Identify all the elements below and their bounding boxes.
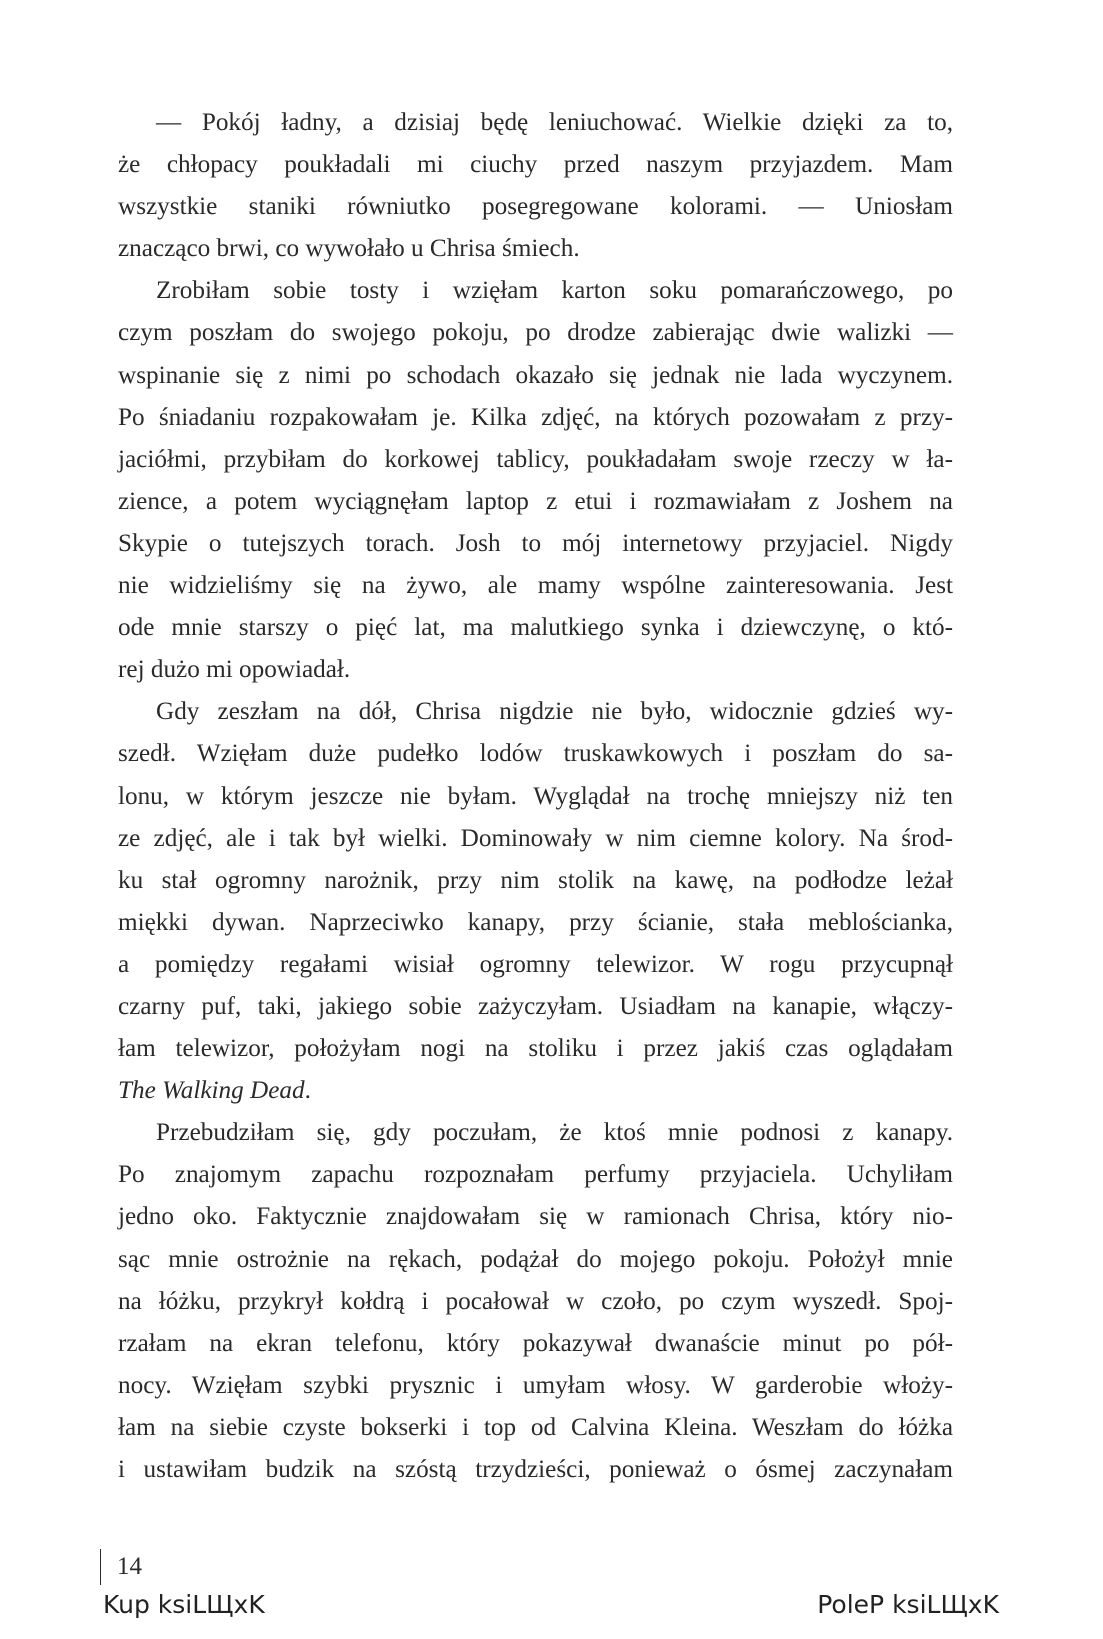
book-title-italic: The Walking Dead xyxy=(118,1077,305,1105)
text-line: sąc mnie ostrożnie na rękach, podążał do mojego pokoju. Położył mnie xyxy=(118,1245,953,1273)
period: . xyxy=(304,1077,311,1105)
text-line: a pomiędzy regałami wisiał ogromny telewizor. W rogu przycupnął xyxy=(118,950,953,978)
text-line: Po śniadaniu rozpakowałam je. Kilka zdjęć, na których pozowałam z przy- xyxy=(118,403,953,431)
text-line: Skypie o tutejszych torach. Josh to mój internetowy przyjaciel. Nigdy xyxy=(118,529,953,557)
text-line: ze zdjęć, ale i tak był wielki. Dominowały w nim ciemne kolory. Na środ- xyxy=(118,824,953,852)
page-folio xyxy=(100,1548,142,1586)
text-line: wspinanie się z nimi po schodach okazało się jednak nie lada wyczynem. xyxy=(118,361,953,389)
paragraph-2 xyxy=(118,270,953,691)
paragraph-3 xyxy=(118,691,953,1112)
text-line: jaciółmi, przybiłam do korkowej tablicy, poukładałam swoje rzeczy w ła- xyxy=(118,445,953,473)
text-line: zience, a potem wyciągnęłam laptop z etui i rozmawiałam z Joshem na xyxy=(118,487,953,515)
text-line: nocy. Wzięłam szybki prysznic i umyłam włosy. W garderobie włoży- xyxy=(118,1371,953,1399)
buy-book-link[interactable]: Kup ksiLЩxK xyxy=(103,1590,265,1619)
recommend-book-link[interactable]: PoleP ksiLЩxK xyxy=(817,1590,999,1619)
text-line: rzałam na ekran telefonu, który pokazywał dwanaście minut po pół- xyxy=(118,1329,953,1357)
text-line: rej dużo mi opowiadał. xyxy=(118,656,351,684)
text-line: ode mnie starszy o pięć lat, ma malutkiego synka i dziewczynę, o któ- xyxy=(118,614,953,642)
text-line: znacząco brwi, co wywołało u Chrisa śmiech. xyxy=(118,235,580,263)
text-line: łam na siebie czyste bokserki i top od Calvina Kleina. Weszłam do łóżka xyxy=(118,1413,953,1441)
page-number: 14 xyxy=(117,1553,142,1580)
text-line: jedno oko. Faktycznie znajdowałam się w ramionach Chrisa, który nio- xyxy=(118,1203,953,1231)
text-line-italic-title xyxy=(118,1070,953,1112)
paragraph-4 xyxy=(118,1112,953,1491)
text-line: łam telewizor, położyłam nogi na stoliku i przez jakiś czas oglądałam xyxy=(118,1035,953,1063)
text-line: Gdy zeszłam na dół, Chrisa nigdzie nie było, widocznie gdzieś wy- xyxy=(156,698,953,726)
text-line: wszystkie staniki równiutko posegregowane kolorami. — Uniosłam xyxy=(118,193,953,221)
text-line: i ustawiłam budzik na szóstą trzydzieści, ponieważ o ósmej zaczynałam xyxy=(118,1456,953,1483)
text-line: szedł. Wzięłam duże pudełko lodów truskawkowych i poszłam do sa- xyxy=(118,740,953,768)
text-line: czym poszłam do swojego pokoju, po drodze zabierając dwie walizki — xyxy=(118,319,953,347)
text-line: na łóżku, przykrył kołdrą i pocałował w czoło, po czym wyszedł. Spoj- xyxy=(118,1287,953,1315)
text-line: ku stał ogromny narożnik, przy nim stolik na kawę, na podłodze leżał xyxy=(118,866,953,894)
text-line: Zrobiłam sobie tosty i wzięłam karton soku pomarańczowego, po xyxy=(156,277,953,305)
text-line: nie widzieliśmy się na żywo, ale mamy wspólne zainteresowania. Jest xyxy=(118,572,953,600)
text-line: Przebudziłam się, gdy poczułam, że ktoś mnie podnosi z kanapy. xyxy=(156,1119,953,1147)
text-line: — Pokój ładny, a dzisiaj będę leniuchować. Wielkie dzięki za to, xyxy=(156,109,953,136)
text-line: lonu, w którym jeszcze nie byłam. Wyglądał na trochę mniejszy niż ten xyxy=(118,782,953,810)
text-line: że chłopacy poukładali mi ciuchy przed naszym przyjazdem. Mam xyxy=(118,151,953,179)
text-line: Po znajomym zapachu rozpoznałam perfumy przyjaciela. Uchyliłam xyxy=(118,1161,953,1189)
page-body-text xyxy=(118,102,953,1491)
folio-rule xyxy=(100,1549,101,1585)
paragraph-1 xyxy=(118,102,953,270)
text-line: miękki dywan. Naprzeciwko kanapy, przy ścianie, stała meblościanka, xyxy=(118,908,953,936)
text-line: czarny puf, taki, jakiego sobie zażyczyłam. Usiadłam na kanapie, włączy- xyxy=(118,992,953,1020)
